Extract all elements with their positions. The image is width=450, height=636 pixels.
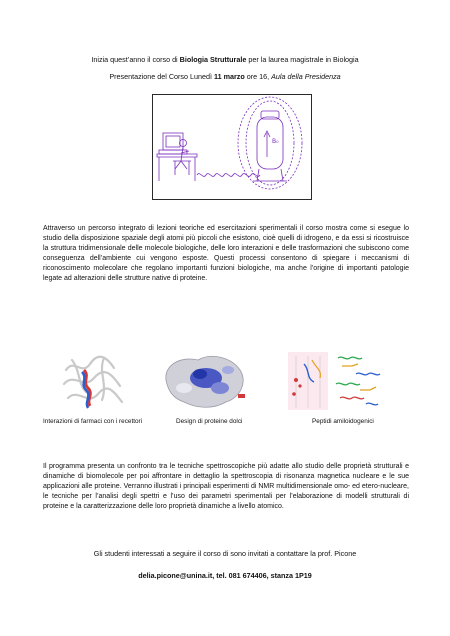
program-paragraph: Il programma presenta un confronto tra le tecniche spettroscopiche più adatte allo studio delle proprietà strutturali e dinamiche di biomolecole per poi affrontare in dettaglio la spettroscopia di risonanza magnetica nucleare e le sue applicazioni alle proteine. Verranno illustrati i principali esperimenti di NMR multidimensionale omo- ed etero-nucleare, le tecniche per l’analisi degli spettri e l’uso dei parametri sperimentali per l’elaborazione di modelli strutturali di proteine e la caratterizzazione delle loro proprietà dinamiche a livello atomico.: [43, 463, 409, 511]
figure-amyloid-peptides: [286, 350, 388, 412]
presentation-line: [0, 72, 450, 82]
nmr-magnet-icon: [257, 117, 283, 169]
contact-details[interactable]: delia.picone@unina.it, tel. 081 674406, stanza 1P19: [138, 571, 312, 580]
intro-paragraph: Attraverso un percorso integrato di lezioni teoriche ed esercitazioni sperimentali il corso mostra come si esegue lo studio della disposizione spaziale degli atomi più piccoli che esistono, cioè quelli di idrogeno, e da essi si ricostruisce la struttura tridimensionale delle molecole biologiche, delle loro interazioni e delle trasformazioni che subiscono come conseguenza dell’ambiente cui vengono esposte. Questi processi consentono di spiegare i meccanismi di riconoscimento molecolare che regolano importanti funzioni biologiche, ma anche l’origine di importanti patologie legate ad alterazioni delle strutture native di proteine.: [43, 225, 409, 283]
caption-amyloid-peptides: Peptidi amiloidogenici: [312, 418, 374, 425]
announcement-text-end: per la laurea magistrale in Biologia: [246, 55, 359, 64]
caption-drug-receptor: Interazioni di farmaci con i recettori: [43, 418, 143, 425]
announcement-text: Inizia quest’anno il corso di: [91, 55, 180, 64]
magnet-field-label: B₀: [272, 138, 279, 145]
presentation-time: ore 16,: [244, 72, 272, 81]
amyloid-peptides-image: [286, 350, 388, 412]
figure-drug-receptor: [60, 350, 126, 412]
course-announcement: [0, 55, 450, 65]
figure-sweet-protein: [160, 350, 248, 412]
presentation-text: Presentazione del Corso Lunedì: [109, 72, 214, 81]
protein-ribbon-image: [60, 350, 126, 412]
course-name: Biologia Strutturale: [179, 55, 247, 64]
presentation-room: Aula della Presidenza: [271, 72, 341, 81]
caption-sweet-protein: Design di proteine dolci: [176, 418, 243, 425]
presentation-date: 11 marzo: [214, 72, 245, 81]
contact-invitation: Gli studenti interessati a seguire il corso di sono invitati a contattare la prof. Picone: [93, 549, 357, 558]
cable-coil: [197, 174, 260, 177]
protein-surface-image: [160, 350, 248, 412]
nmr-cartoon-drawing: [153, 95, 311, 199]
nmr-cartoon-illustration: [152, 94, 312, 200]
